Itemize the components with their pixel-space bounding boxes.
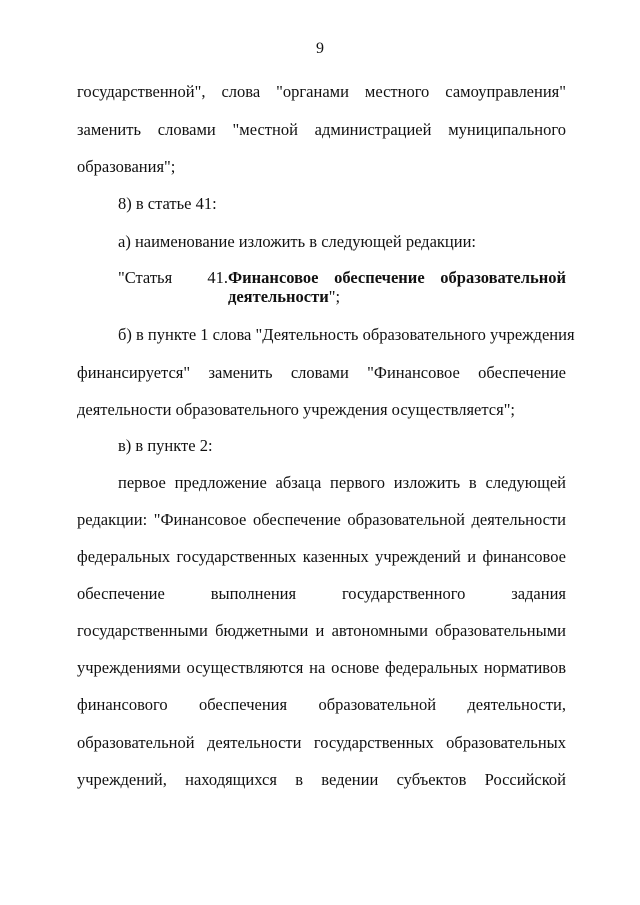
item-b-line: б) в пункте 1 слова "Деятельность образовательного учреждения	[118, 325, 575, 344]
article-title-word: деятельности	[228, 287, 329, 306]
paragraph-line: образования";	[77, 157, 176, 176]
paragraph-line: государственными бюджетными и автономными образовательными	[77, 621, 566, 640]
article-number: "Статья 41.	[118, 268, 228, 287]
page-number: 9	[316, 40, 324, 57]
item-8: 8) в статье 41:	[118, 194, 217, 213]
item-b-line: финансируется" заменить словами "Финансовое обеспечение	[77, 363, 566, 382]
paragraph-line: обеспечение выполнения государственного задания	[77, 584, 566, 603]
article-title-tail: ";	[328, 287, 341, 306]
paragraph-line: государственной", слова "органами местного самоуправления"	[77, 82, 566, 101]
paragraph-line: заменить словами "местной администрацией муниципального	[77, 120, 566, 139]
item-b-line: деятельности образовательного учреждения осуществляется";	[77, 400, 516, 419]
paragraph-line: федеральных государственных казенных учреждений и финансовое	[77, 547, 566, 566]
paragraph-line: первое предложение абзаца первого изложить в следующей	[118, 473, 566, 492]
paragraph-line: учреждениями осуществляются на основе федеральных нормативов	[77, 658, 566, 677]
item-a: а) наименование изложить в следующей редакции:	[118, 232, 476, 251]
paragraph-line: образовательной деятельности государственных образовательных	[77, 733, 566, 752]
paragraph-line: учреждений, находящихся в ведении субъектов Российской	[77, 770, 566, 789]
article-title-line-1: Финансовое обеспечение образовательной	[228, 268, 566, 287]
paragraph-line: редакции: "Финансовое обеспечение образовательной деятельности	[77, 510, 566, 529]
paragraph-line: финансового обеспечения образовательной деятельности,	[77, 695, 566, 714]
item-v: в) в пункте 2:	[118, 436, 213, 455]
article-title-line-2	[228, 287, 340, 307]
